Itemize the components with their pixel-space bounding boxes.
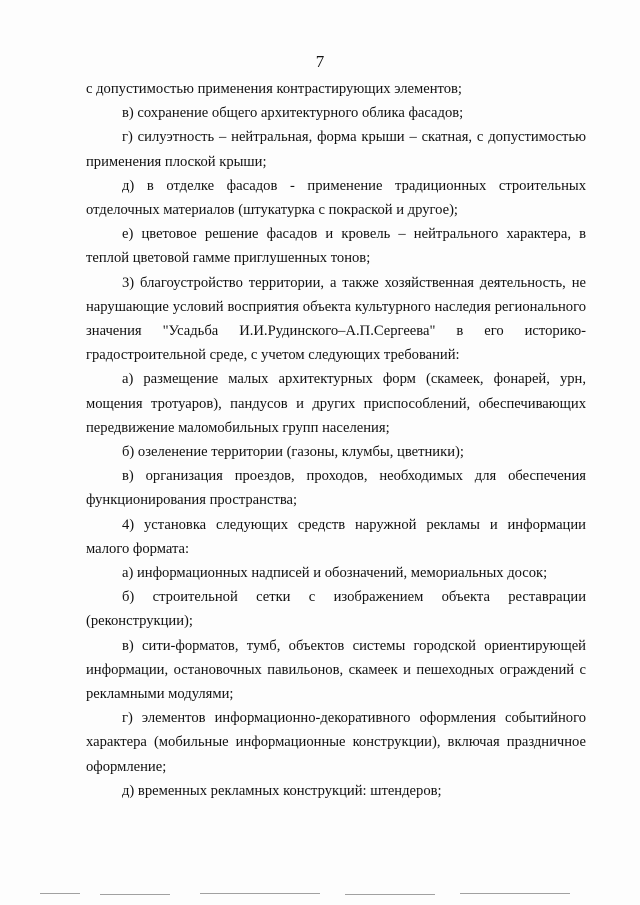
paragraph-item-b-greenery: б) озеленение территории (газоны, клумбы, цветники);	[122, 444, 464, 461]
scan-artifact-line	[345, 894, 435, 895]
scan-artifact-line	[460, 893, 570, 894]
document-body	[86, 77, 586, 803]
paragraph-item-v-city-formats: в) сити-форматов, тумб, объектов системы городской ориентирующей информации, остановочных павильонов, скамеек и пешеходных ограждений с рекламными модулями;	[86, 637, 586, 703]
paragraph-item-v-driveways: в) организация проездов, проходов, необходимых для обеспечения функционирования пространства;	[86, 468, 586, 509]
paragraph-item-a-plaques: а) информационных надписей и обозначений, мемориальных досок;	[122, 565, 548, 582]
paragraph-item-3-landscaping: 3) благоустройство территории, а также хозяйственная деятельность, не нарушающие условий восприятия объекта культурного наследия регионального значения "Усадьба И.И.Рудинского–А.П.Сергеева" в его историко-градостроительной среде, с учетом следующих требований:	[86, 274, 586, 364]
paragraph-item-4-advertising: 4) установка следующих средств наружной рекламы и информации малого формата:	[86, 516, 586, 557]
paragraph-item-a-small-forms: а) размещение малых архитектурных форм (скамеек, фонарей, урн, мощения тротуаров), пандусов и других приспособлений, обеспечивающих передвижение маломобильных групп населения;	[86, 371, 586, 436]
paragraph-item-b-construction-mesh: б) строительной сетки с изображением объекта реставрации (реконструкции);	[86, 589, 586, 630]
scan-artifact-line	[100, 894, 170, 895]
page-number: 7	[315, 52, 325, 71]
paragraph-item-e-color: е) цветовое решение фасадов и кровель – нейтрального характера, в теплой цветовой гамме приглушенных тонов;	[86, 226, 586, 267]
scan-artifact-line	[200, 893, 320, 894]
paragraph-item-g-decorative: г) элементов информационно-декоративного оформления событийного характера (мобильные информационные конструкции), включая праздничное оформление;	[86, 710, 586, 775]
paragraph-continuation: с допустимостью применения контрастирующих элементов;	[86, 81, 462, 97]
paragraph-item-d-finishing: д) в отделке фасадов - применение традиционных строительных отделочных материалов (штукатурка с покраской и другое);	[86, 177, 586, 219]
paragraph-item-v-facades: в) сохранение общего архитектурного облика фасадов;	[122, 105, 464, 122]
scan-artifact-line	[40, 893, 80, 894]
paragraph-item-g-silhouette: г) силуэтность – нейтральная, форма крыши – скатная, с допустимостью применения плоской крыши;	[86, 129, 586, 170]
paragraph-item-d-temporary: д) временных рекламных конструкций: штендеров;	[122, 782, 442, 799]
